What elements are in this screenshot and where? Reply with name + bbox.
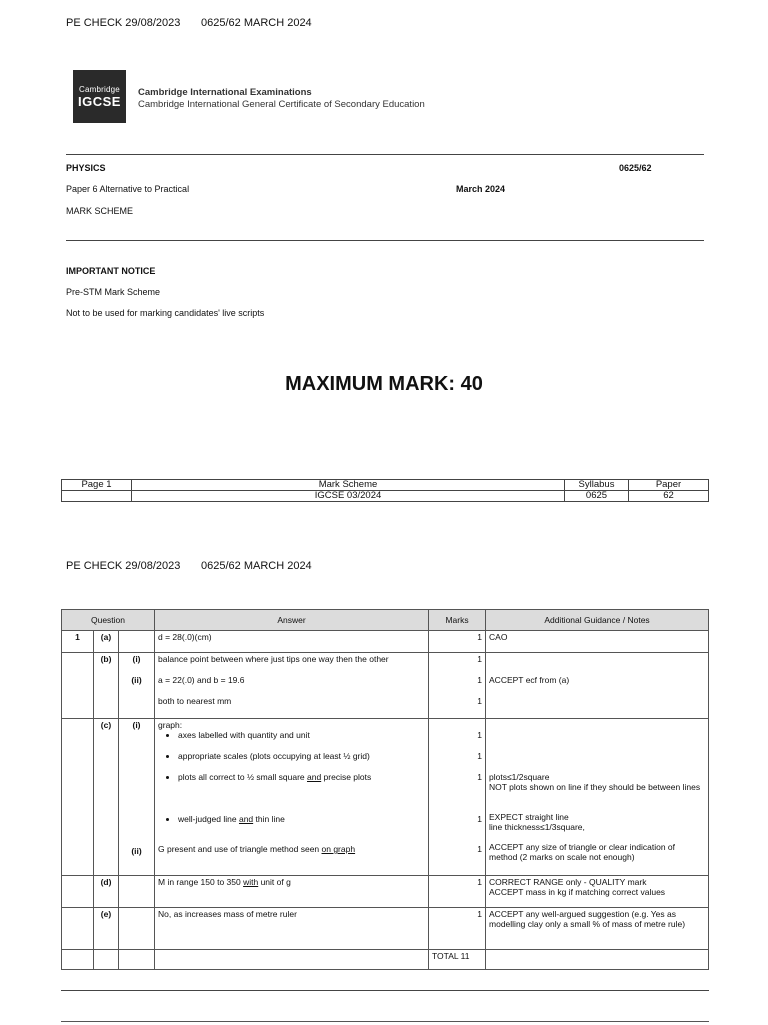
text-part: unit of g	[258, 877, 291, 887]
marks-cell	[429, 653, 486, 719]
question-part: (e)	[94, 908, 119, 950]
total-marks: TOTAL 11	[429, 950, 486, 970]
question-number-empty	[62, 719, 94, 876]
question-number-empty	[62, 908, 94, 950]
notes-line: line thickness≤1/3square,	[489, 822, 585, 832]
header-answer: Answer	[155, 610, 429, 631]
table-row	[62, 653, 709, 719]
notice-title: IMPORTANT NOTICE	[66, 266, 156, 276]
list-item	[178, 814, 425, 844]
page-footer-table	[61, 479, 709, 502]
underlined-word: and	[307, 772, 322, 782]
table-row-total	[62, 950, 709, 970]
question-number-empty	[62, 653, 94, 719]
footer-blank	[62, 491, 132, 502]
question-part: (a)	[94, 631, 119, 653]
notes-line: EXPECT straight line	[489, 812, 569, 822]
page2-header-code: 0625/62 MARCH 2024	[201, 560, 312, 572]
bottom-rule	[66, 240, 704, 241]
graph-label: graph:	[158, 720, 183, 730]
question-part: (b)	[94, 653, 119, 719]
answer-line	[158, 844, 425, 865]
table-row	[62, 719, 709, 876]
graph-criteria-list	[158, 730, 425, 844]
notes-cell: ACCEPT any well-argued suggestion (e.g. Yes as modelling clay only a small % of mass of metre rule)	[486, 908, 709, 950]
footer-syllabus: 0625	[565, 491, 629, 502]
mark-scheme-table	[61, 609, 709, 970]
page1-header-code: 0625/62 MARCH 2024	[201, 17, 312, 29]
table-row	[62, 631, 709, 653]
footer-paper: 62	[629, 491, 709, 502]
text-part: thin line	[253, 814, 285, 824]
empty-cell	[62, 950, 94, 970]
sub-part: (ii)	[131, 675, 142, 685]
footer-paper-header: Paper	[629, 480, 709, 491]
subject: PHYSICS	[66, 163, 106, 173]
cambridge-igcse-logo	[73, 70, 126, 123]
answer-line: a = 22(.0) and b = 19.6	[158, 675, 245, 685]
footer-session: IGCSE 03/2024	[132, 491, 565, 502]
header-marks: Marks	[429, 610, 486, 631]
footer-syllabus-header: Syllabus	[565, 480, 629, 491]
paper-title: Paper 6 Alternative to Practical	[66, 184, 190, 194]
footer-doc: Mark Scheme	[132, 480, 565, 491]
sub-parts	[119, 719, 155, 876]
mark: 1	[477, 814, 483, 824]
notes-cell	[486, 653, 709, 719]
mark-blank	[432, 720, 482, 730]
header-notes: Additional Guidance / Notes	[486, 610, 709, 631]
answer-cell	[155, 719, 429, 876]
list-item: • axes labelled with quantity and unit	[178, 730, 425, 751]
answer-cell: d = 28(.0)(cm)	[155, 631, 429, 653]
empty-cell	[155, 950, 429, 970]
doc-type: MARK SCHEME	[66, 206, 134, 216]
list-item: • appropriate scales (plots occupying at least ½ grid)	[178, 751, 425, 772]
footer-page: Page 1	[62, 480, 132, 491]
notice-line-2: Not to be used for marking candidates' live scripts	[66, 308, 265, 318]
marks-cell: 1	[429, 631, 486, 653]
answer-line: both to nearest mm	[158, 696, 232, 706]
table-header-row	[62, 610, 709, 631]
underlined-word: and	[238, 814, 254, 824]
text-part: plots all correct to ½ small square	[178, 772, 307, 782]
sub-parts	[119, 653, 155, 719]
sub-part-empty	[119, 908, 155, 950]
subject-code: 0625/62	[619, 163, 652, 173]
logo-top-text: Cambridge	[79, 84, 120, 94]
answer-cell	[155, 653, 429, 719]
notes-line: NOT plots shown on line if they should be between lines	[489, 782, 701, 792]
text-part: G present and use of triangle method seen	[158, 844, 322, 854]
table-row	[62, 908, 709, 950]
notes-blank	[489, 654, 705, 675]
mark: 1	[477, 730, 483, 740]
mark: 1	[477, 696, 483, 706]
org-subtitle: Cambridge International General Certificate of Secondary Education	[138, 99, 425, 110]
answer-line: balance point between where just tips one way then the other	[158, 654, 389, 664]
next-table-edge	[61, 1021, 709, 1025]
text-part: precise plots	[321, 772, 372, 782]
question-number: 1	[62, 631, 94, 653]
notes-cell: CAO	[486, 631, 709, 653]
page1-header-check: PE CHECK 29/08/2023	[66, 17, 181, 29]
sub-part: (ii)	[131, 846, 142, 856]
answer-cell	[155, 876, 429, 908]
top-rule	[66, 154, 704, 155]
underlined-word: with	[243, 877, 259, 887]
header-question: Question	[62, 610, 155, 631]
page2-header-check: PE CHECK 29/08/2023	[66, 560, 181, 572]
text-part: well-judged line	[178, 814, 239, 824]
org-name: Cambridge International Examinations	[138, 87, 312, 98]
empty-cell	[94, 950, 119, 970]
sub-part: (i)	[132, 654, 141, 664]
empty-cell	[486, 950, 709, 970]
question-part: (c)	[94, 719, 119, 876]
sub-part-empty	[119, 876, 155, 908]
notes-cell	[486, 876, 709, 908]
question-number-empty	[62, 876, 94, 908]
notes-cell	[486, 719, 709, 876]
list-item	[178, 772, 425, 814]
marks-cell	[429, 719, 486, 876]
page2-bottom-rule	[61, 990, 709, 991]
notice-line-1: Pre-STM Mark Scheme	[66, 287, 161, 297]
question-part: (d)	[94, 876, 119, 908]
underlined-word: on graph	[321, 844, 356, 854]
notes-line: plots≤1/2square	[489, 772, 550, 782]
mark: 1	[477, 844, 483, 854]
marks-cell: 1	[429, 908, 486, 950]
session: March 2024	[456, 184, 506, 194]
answer-cell: No, as increases mass of metre ruler	[155, 908, 429, 950]
notes-line: CORRECT RANGE only - QUALITY mark	[489, 877, 647, 887]
sub-part-empty	[119, 631, 155, 653]
table-row	[62, 876, 709, 908]
notes-blank	[489, 720, 705, 772]
logo-bottom-text: IGCSE	[78, 93, 121, 109]
mark: 1	[477, 654, 483, 664]
mark: 1	[477, 675, 483, 685]
text-part: M in range 150 to 350	[158, 877, 244, 887]
mark: 1	[477, 751, 483, 761]
notes-line: ACCEPT mass in kg if matching correct values	[489, 887, 666, 897]
notes-line: ACCEPT any size of triangle or clear indication of method (2 marks on scale not enough)	[489, 842, 676, 862]
sub-part: (i)	[132, 720, 141, 730]
mark: 1	[477, 772, 483, 782]
notes-line: ACCEPT ecf from (a)	[489, 675, 570, 685]
maximum-mark: MAXIMUM MARK: 40	[285, 373, 483, 395]
empty-cell	[119, 950, 155, 970]
marks-cell: 1	[429, 876, 486, 908]
